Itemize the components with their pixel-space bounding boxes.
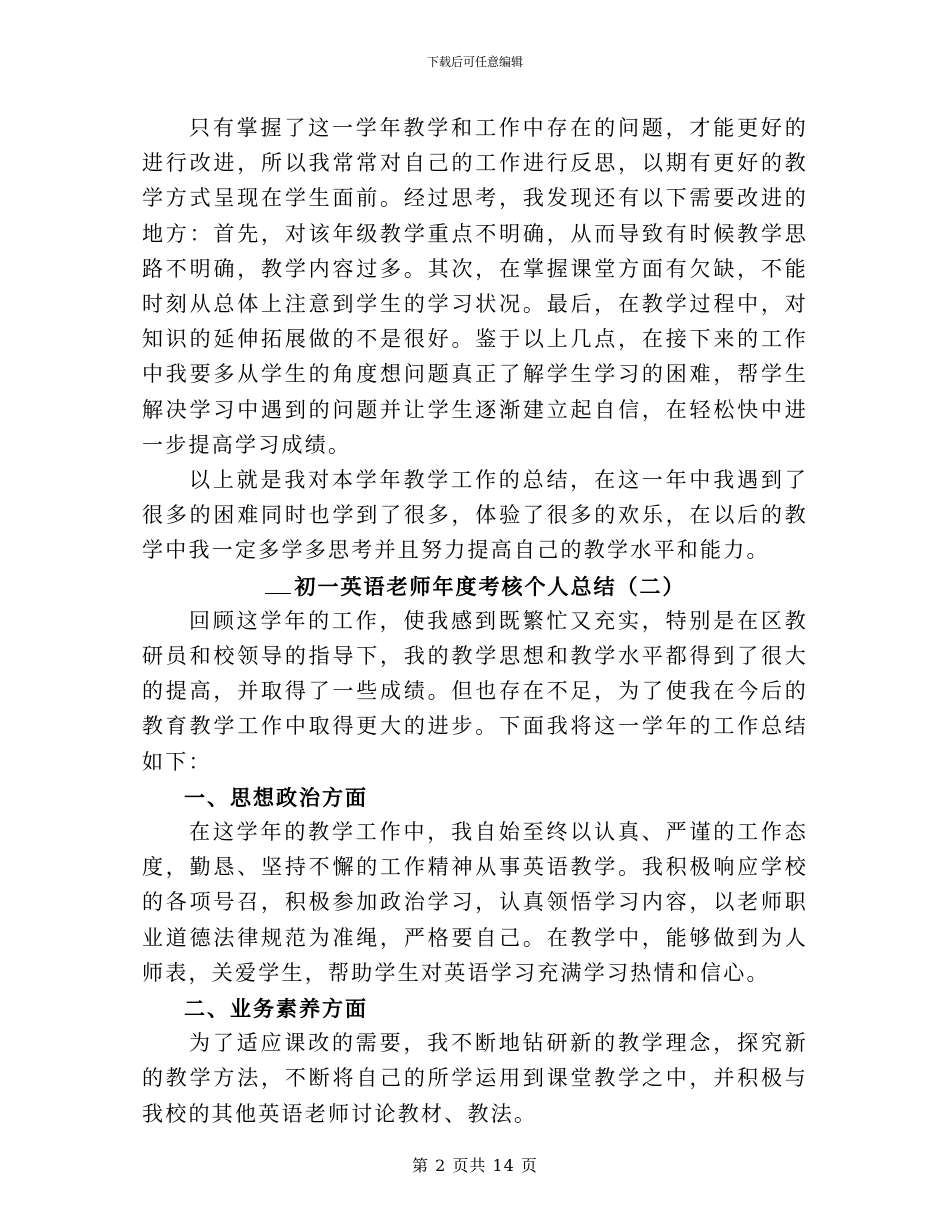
paragraph-review: 回顾这学年的工作，使我感到既繁忙又充实，特别是在区教研员和校领导的指导下，我的教学思想和教学水平都得到了很大的提高，并取得了一些成绩。但也存在不足，为了使我在今后的教育教学工作中取得更大的进步。下面我将这一学年的工作总结如下： <box>142 608 808 774</box>
paragraph-professional: 为了适应课改的需要，我不断地钻研新的教学理念，探究新的教学方法，不断将自己的所学运用到课堂教学之中，并积极与我校的其他英语老师讨论教材、教法。 <box>142 1031 808 1126</box>
page-footer: 第 2 页共 14 页 <box>412 1156 538 1175</box>
section-title-text: 初一英语老师年度考核个人总结（二） <box>294 573 686 599</box>
document-body <box>142 111 808 1132</box>
paragraph-conclusion: 以上就是我对本学年教学工作的总结，在这一年中我遇到了很多的困难同时也学到了很多，体验了很多的欢乐，在以后的教学中我一定多学多思考并且努力提高自己的教学水平和能力。 <box>142 468 808 563</box>
page-header: 下载后可任意编辑 <box>426 55 523 69</box>
subheading-professional: 二、业务素养方面 <box>184 996 368 1022</box>
paragraph-political: 在这学年的教学工作中，我自始至终以认真、严谨的工作态度，勤恳、坚持不懈的工作精神从事英语教学。我积极响应学校的各项号召，积极参加政治学习，认真领悟学习内容，以老师职业道德法律规范为准绳，严格要自己。在教学中，能够做到为人师表，关爱学生，帮助学生对英语学习充满学习热情和信心。 <box>142 820 808 985</box>
subheading-political: 一、思想政治方面 <box>184 784 368 810</box>
title-blank-underline <box>265 571 291 594</box>
section-title <box>142 569 808 604</box>
paragraph-reflection: 只有掌握了这一学年教学和工作中存在的问题，才能更好的进行改进，所以我常常对自己的工作进行反思，以期有更好的教学方式呈现在学生面前。经过思考，我发现还有以下需要改进的地方：首先，对该年级教学重点不明确，从而导致有时候教学思路不明确，教学内容过多。其次，在掌握课堂方面有欠缺，不能时刻从总体上注意到学生的学习状况。最后，在教学过程中，对知识的延伸拓展做的不是很好。鉴于以上几点，在接下来的工作中我要多从学生的角度想问题真正了解学生学习的困难，帮学生解决学习中遇到的问题并让学生逐渐建立起自信，在轻松快中进一步提高学习成绩。 <box>142 116 808 457</box>
